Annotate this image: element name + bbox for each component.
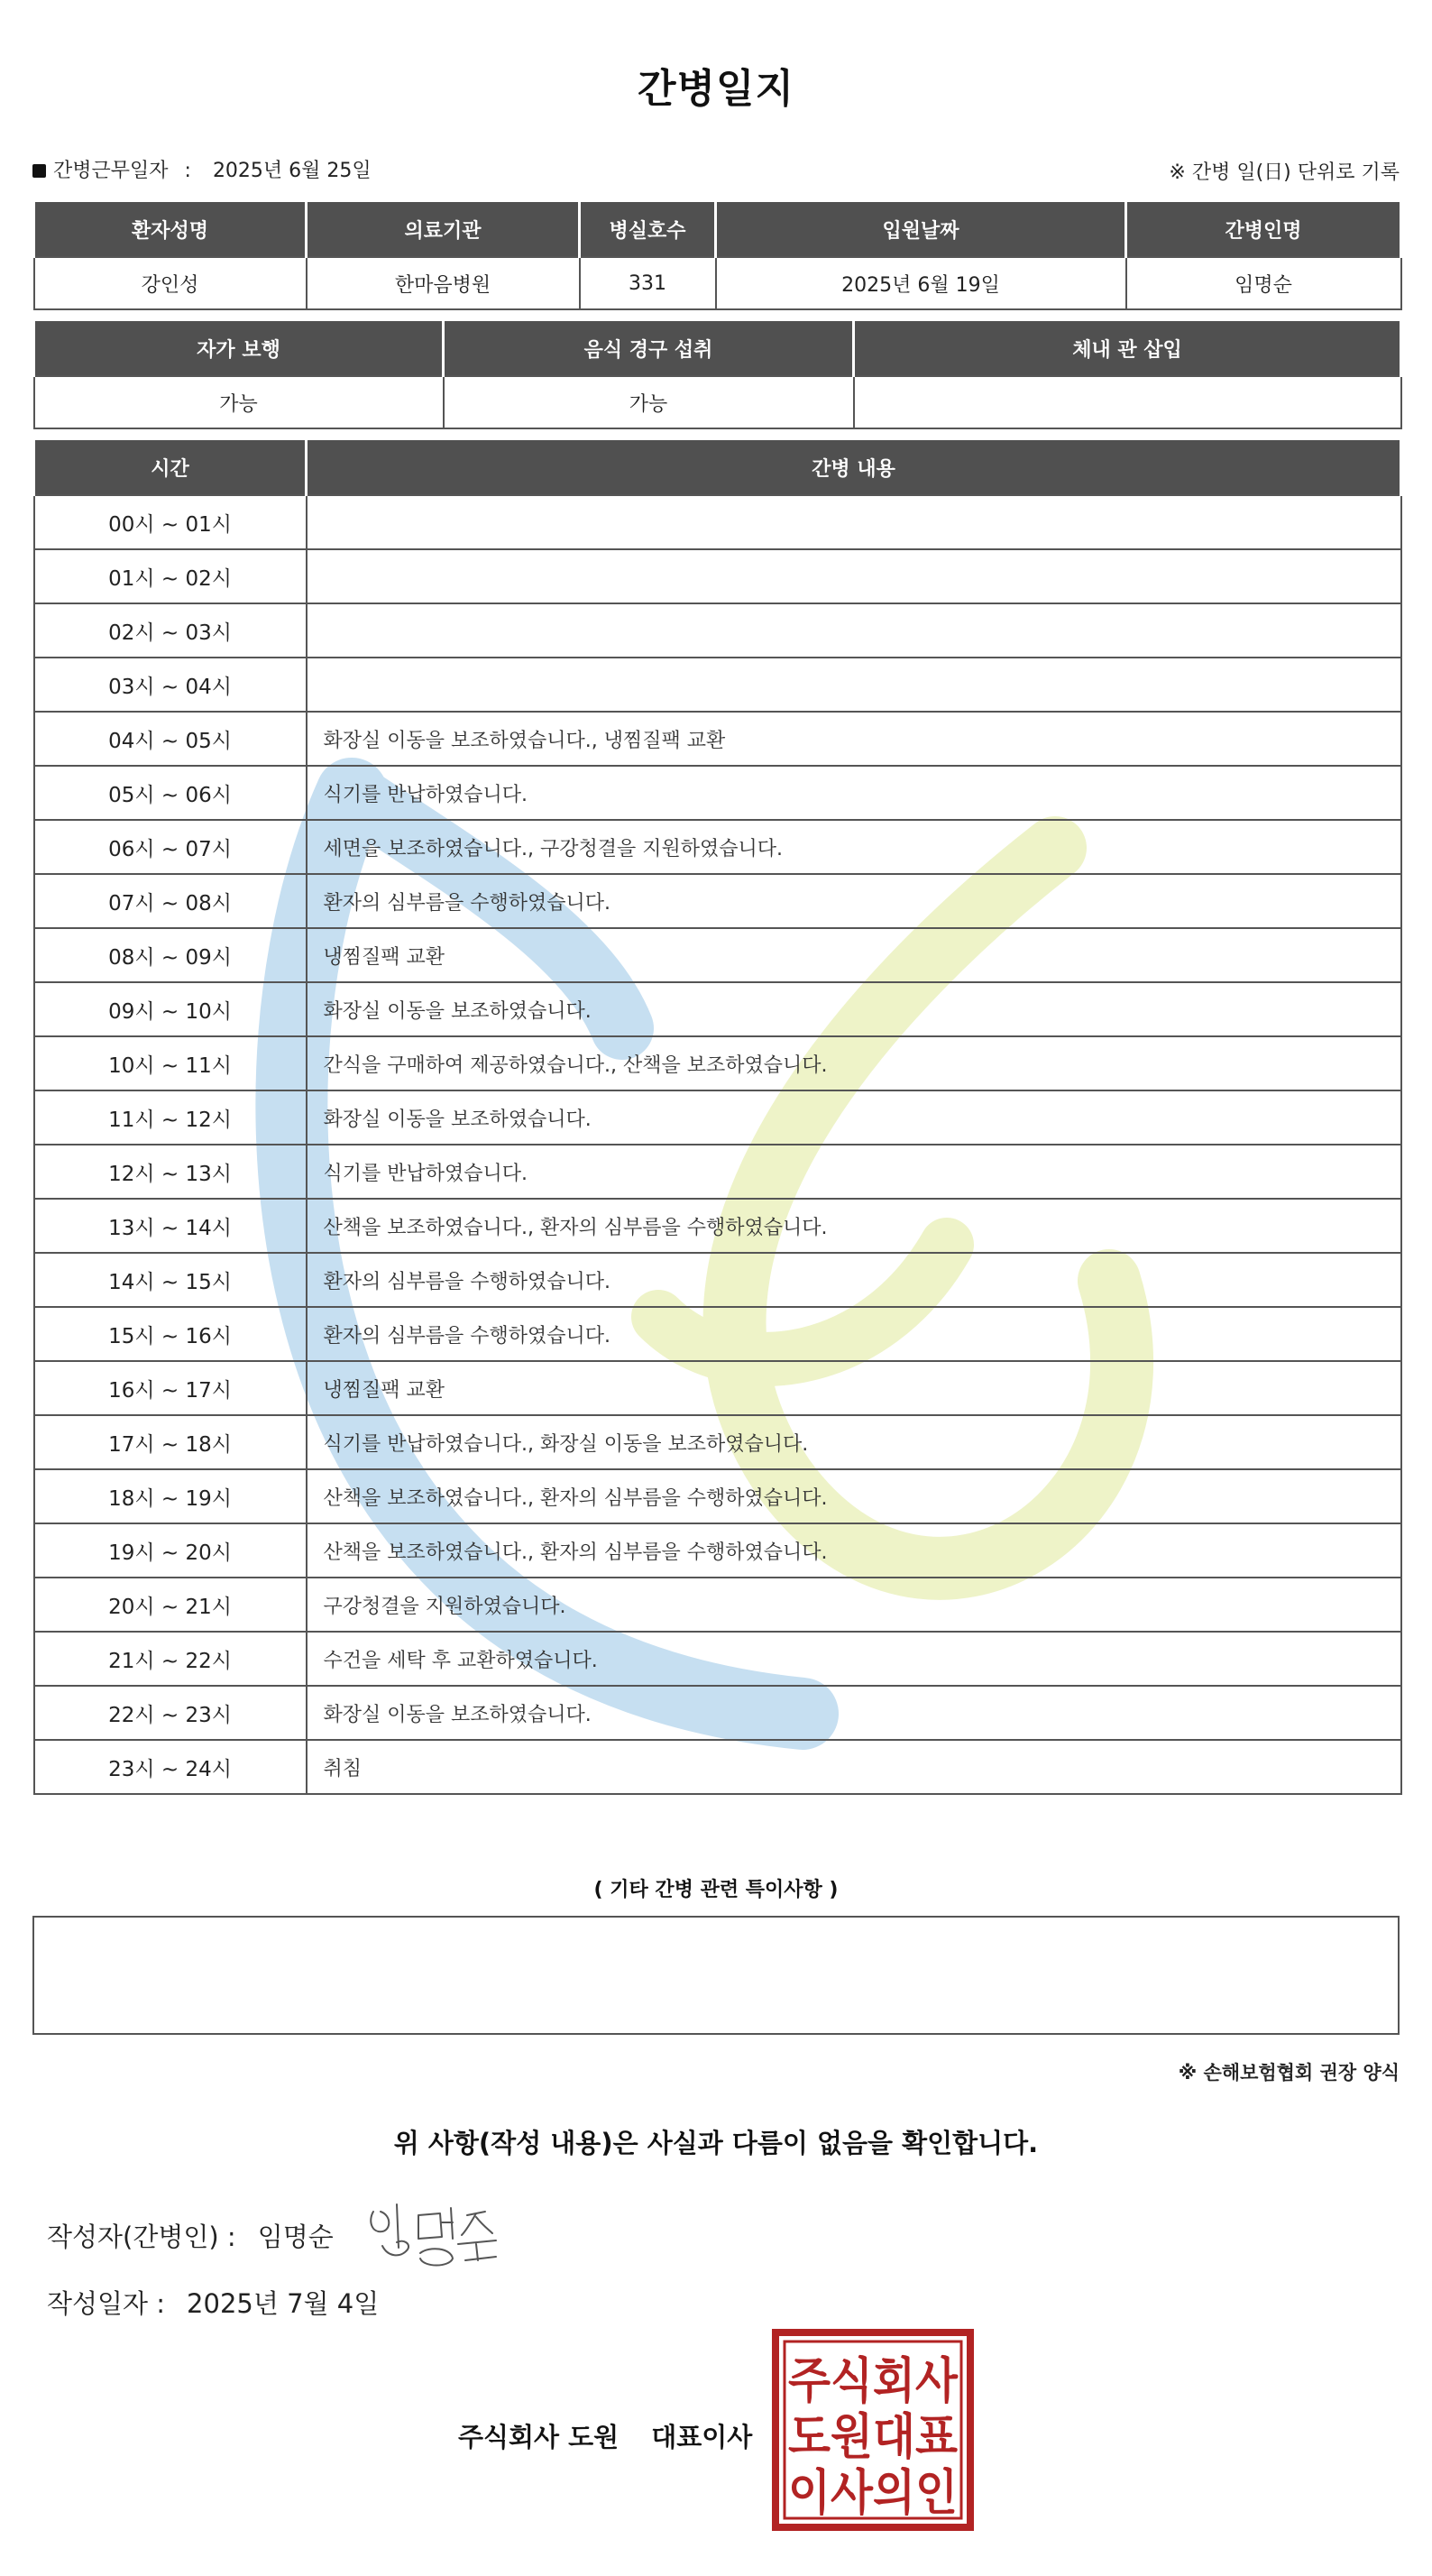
log-row xyxy=(34,1361,1401,1415)
log-content: 식기를 반납하였습니다. xyxy=(307,1145,1401,1199)
log-row xyxy=(34,982,1401,1036)
company-seal-stamp xyxy=(772,2329,974,2531)
log-content: 냉찜질팩 교환 xyxy=(307,1361,1401,1415)
log-content: 산책을 보조하였습니다., 환자의 심부름을 수행하였습니다. xyxy=(307,1199,1401,1253)
log-time: 08시 ~ 09시 xyxy=(34,928,307,982)
log-time: 12시 ~ 13시 xyxy=(34,1145,307,1199)
square-bullet-icon xyxy=(32,164,46,178)
unit-note: ※ 간병 일(日) 단위로 기록 xyxy=(1169,161,1400,184)
header-hospital: 의료기관 xyxy=(307,202,580,257)
special-notes-title: ( 기타 간병 관련 특이사항 ) xyxy=(593,1879,839,1901)
log-time: 01시 ~ 02시 xyxy=(34,549,307,603)
log-content: 식기를 반납하였습니다., 화장실 이동을 보조하였습니다. xyxy=(307,1415,1401,1469)
log-content: 환자의 심부름을 수행하였습니다. xyxy=(307,1253,1401,1307)
header-oral-intake: 음식 경구 섭취 xyxy=(444,321,854,376)
log-time: 07시 ~ 08시 xyxy=(34,874,307,928)
ceo-title: 대표이사 xyxy=(651,2422,753,2452)
log-time: 00시 ~ 01시 xyxy=(34,495,307,549)
log-time: 13시 ~ 14시 xyxy=(34,1199,307,1253)
log-content: 간식을 구매하여 제공하였습니다., 산책을 보조하였습니다. xyxy=(307,1036,1401,1090)
log-row xyxy=(34,1253,1401,1307)
log-row xyxy=(34,1523,1401,1578)
patient-info-table xyxy=(32,202,1402,310)
log-row xyxy=(34,1036,1401,1090)
log-content: 식기를 반납하였습니다. xyxy=(307,766,1401,820)
header-tube-insertion: 체내 관 삽입 xyxy=(854,321,1401,376)
log-content xyxy=(307,495,1401,549)
writer-label: 작성자(간병인) : xyxy=(47,2222,236,2252)
care-log-table xyxy=(32,440,1402,1795)
log-content xyxy=(307,658,1401,712)
log-content xyxy=(307,549,1401,603)
writer-row xyxy=(47,2217,334,2254)
self-walking-value: 가능 xyxy=(34,376,444,428)
log-content: 화장실 이동을 보조하였습니다., 냉찜질팩 교환 xyxy=(307,712,1401,766)
header-room-number: 병실호수 xyxy=(580,202,716,257)
room-number: 331 xyxy=(580,257,716,309)
log-time: 09시 ~ 10시 xyxy=(34,982,307,1036)
log-content: 화장실 이동을 보조하였습니다. xyxy=(307,982,1401,1036)
log-time: 19시 ~ 20시 xyxy=(34,1523,307,1578)
patient-header-row xyxy=(34,202,1401,257)
svg-text:주식회사: 주식회사 xyxy=(788,2352,959,2409)
hospital-name: 한마음병원 xyxy=(307,257,580,309)
header-caregiver-name: 간병인명 xyxy=(1126,202,1401,257)
log-time: 06시 ~ 07시 xyxy=(34,820,307,874)
log-time: 18시 ~ 19시 xyxy=(34,1469,307,1523)
svg-text:도원대표: 도원대표 xyxy=(788,2408,958,2465)
header-time: 시간 xyxy=(34,440,307,495)
log-row xyxy=(34,1307,1401,1361)
patient-status-table xyxy=(32,321,1402,429)
header-self-walking: 자가 보행 xyxy=(34,321,444,376)
log-time: 04시 ~ 05시 xyxy=(34,712,307,766)
log-row xyxy=(34,495,1401,549)
log-content: 냉찜질팩 교환 xyxy=(307,928,1401,982)
log-row xyxy=(34,766,1401,820)
log-row xyxy=(34,1415,1401,1469)
log-content xyxy=(307,603,1401,658)
log-time: 15시 ~ 16시 xyxy=(34,1307,307,1361)
log-content: 수건을 세탁 후 교환하였습니다. xyxy=(307,1632,1401,1686)
log-row xyxy=(34,928,1401,982)
log-row xyxy=(34,603,1401,658)
confirmation-statement: 위 사항(작성 내용)은 사실과 다름이 없음을 확인합니다. xyxy=(393,2128,1039,2158)
log-time: 22시 ~ 23시 xyxy=(34,1686,307,1740)
log-time: 16시 ~ 17시 xyxy=(34,1361,307,1415)
log-time: 05시 ~ 06시 xyxy=(34,766,307,820)
header-care-content: 간병 내용 xyxy=(307,440,1401,495)
write-date-value: 2025년 7월 4일 xyxy=(187,2288,380,2319)
svg-text:이사의인: 이사의인 xyxy=(788,2464,958,2521)
insurance-association-note: ※ 손해보험협회 권장 양식 xyxy=(1178,2062,1400,2084)
log-time: 20시 ~ 21시 xyxy=(34,1578,307,1632)
log-row xyxy=(34,549,1401,603)
log-content: 환자의 심부름을 수행하였습니다. xyxy=(307,874,1401,928)
log-content: 산책을 보조하였습니다., 환자의 심부름을 수행하였습니다. xyxy=(307,1469,1401,1523)
log-row xyxy=(34,1145,1401,1199)
write-date-label: 작성일자 : xyxy=(47,2288,166,2319)
log-time: 17시 ~ 18시 xyxy=(34,1415,307,1469)
log-row xyxy=(34,712,1401,766)
work-date-row xyxy=(32,155,372,183)
caregiver-name: 임명순 xyxy=(1126,257,1401,309)
special-notes-box xyxy=(32,1916,1400,2035)
log-content: 세면을 보조하였습니다., 구강청결을 지원하였습니다. xyxy=(307,820,1401,874)
log-row xyxy=(34,820,1401,874)
log-content: 취침 xyxy=(307,1740,1401,1794)
status-value-row xyxy=(34,376,1401,428)
log-header-row xyxy=(34,440,1401,495)
page-title: 간병일지 xyxy=(637,66,794,112)
tube-insertion-value xyxy=(854,376,1401,428)
log-row xyxy=(34,1469,1401,1523)
log-content: 산책을 보조하였습니다., 환자의 심부름을 수행하였습니다. xyxy=(307,1523,1401,1578)
work-date-value: 2025년 6월 25일 xyxy=(212,160,372,182)
log-time: 21시 ~ 22시 xyxy=(34,1632,307,1686)
log-row xyxy=(34,1199,1401,1253)
log-content: 구강청결을 지원하였습니다. xyxy=(307,1578,1401,1632)
work-date-label: 간병근무일자 xyxy=(53,160,169,182)
header-patient-name: 환자성명 xyxy=(34,202,307,257)
handwritten-signature xyxy=(364,2194,527,2275)
company-name: 주식회사 도원 xyxy=(458,2422,620,2452)
writer-name: 임명순 xyxy=(257,2222,334,2252)
admission-date: 2025년 6월 19일 xyxy=(716,257,1126,309)
log-row xyxy=(34,1740,1401,1794)
log-row xyxy=(34,1578,1401,1632)
oral-intake-value: 가능 xyxy=(444,376,854,428)
log-content: 화장실 이동을 보조하였습니다. xyxy=(307,1090,1401,1145)
company-row xyxy=(458,2417,752,2454)
log-time: 11시 ~ 12시 xyxy=(34,1090,307,1145)
write-date-row xyxy=(47,2284,379,2321)
log-time: 03시 ~ 04시 xyxy=(34,658,307,712)
patient-name: 강인성 xyxy=(34,257,307,309)
log-content: 환자의 심부름을 수행하였습니다. xyxy=(307,1307,1401,1361)
header-admission-date: 입원날짜 xyxy=(716,202,1126,257)
log-row xyxy=(34,1686,1401,1740)
log-row xyxy=(34,1632,1401,1686)
log-row xyxy=(34,874,1401,928)
log-time: 02시 ~ 03시 xyxy=(34,603,307,658)
log-table-body xyxy=(34,495,1401,1794)
status-header-row xyxy=(34,321,1401,376)
log-row xyxy=(34,658,1401,712)
work-date-separator: : xyxy=(184,160,191,182)
patient-value-row xyxy=(34,257,1401,309)
log-time: 23시 ~ 24시 xyxy=(34,1740,307,1794)
log-row xyxy=(34,1090,1401,1145)
log-content: 화장실 이동을 보조하였습니다. xyxy=(307,1686,1401,1740)
log-time: 14시 ~ 15시 xyxy=(34,1253,307,1307)
log-time: 10시 ~ 11시 xyxy=(34,1036,307,1090)
